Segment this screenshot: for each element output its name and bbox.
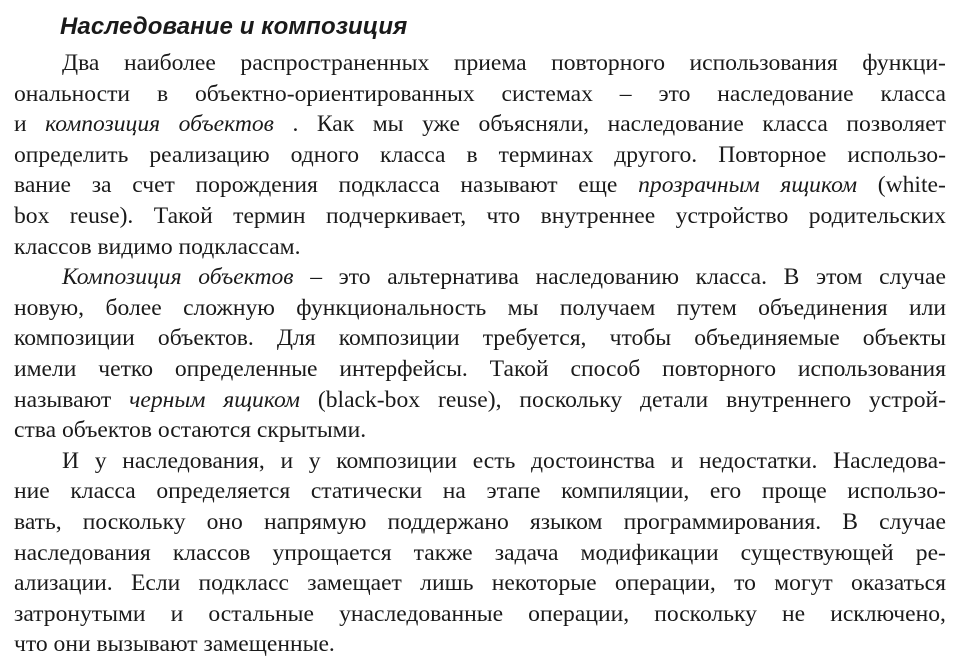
text-line bbox=[14, 232, 946, 263]
text-line bbox=[14, 323, 946, 354]
word: то bbox=[734, 570, 756, 597]
section-heading: Наследование и композиция bbox=[60, 13, 408, 40]
text-line bbox=[14, 538, 946, 569]
word: Как bbox=[316, 111, 355, 138]
word: называют bbox=[460, 172, 558, 199]
word: путем bbox=[676, 294, 737, 321]
word: могут bbox=[774, 570, 833, 597]
word: напрямую bbox=[263, 508, 367, 535]
word: или bbox=[908, 294, 946, 321]
word: операции, bbox=[614, 570, 716, 597]
word: замещает bbox=[307, 570, 402, 597]
word: случае bbox=[879, 264, 946, 291]
word: наиболее bbox=[123, 50, 216, 76]
word: вание bbox=[14, 172, 72, 199]
text-line bbox=[14, 629, 946, 660]
text-line bbox=[14, 201, 946, 232]
word: – bbox=[619, 80, 632, 107]
word: . bbox=[292, 111, 299, 138]
word: box bbox=[14, 202, 50, 229]
word: Наследова- bbox=[833, 447, 946, 474]
word: оказаться bbox=[851, 570, 946, 597]
text-line bbox=[14, 599, 946, 630]
word: что bbox=[486, 202, 521, 229]
word: наследования, bbox=[122, 447, 265, 474]
word: наследование bbox=[607, 111, 744, 138]
word: и bbox=[280, 447, 294, 474]
word: класса bbox=[70, 478, 136, 505]
word: некоторые bbox=[491, 570, 597, 597]
word: композиции bbox=[336, 447, 458, 474]
word: использо- bbox=[847, 478, 946, 505]
word: еще bbox=[578, 172, 618, 199]
word: детали bbox=[640, 386, 709, 413]
word: класса. bbox=[695, 264, 767, 291]
word: порождения bbox=[195, 172, 318, 199]
word: статически bbox=[310, 478, 423, 505]
emphasis-word: объектов bbox=[198, 264, 294, 291]
word: операции, bbox=[528, 600, 630, 627]
text-segment: ства объектов остаются скрытыми. bbox=[14, 417, 367, 444]
word: подчеркивает, bbox=[325, 202, 467, 229]
word: чтобы bbox=[609, 325, 672, 352]
word: поддержано bbox=[387, 508, 509, 535]
word: и bbox=[170, 600, 184, 627]
word: Для bbox=[276, 325, 316, 352]
word: поскольку bbox=[82, 508, 186, 535]
word: есть bbox=[472, 447, 516, 474]
word: задача bbox=[494, 539, 559, 566]
word: объясняли, bbox=[478, 111, 590, 138]
text-line bbox=[14, 140, 946, 171]
word: объединения bbox=[758, 294, 888, 321]
text-line bbox=[14, 446, 946, 477]
word: ние bbox=[14, 478, 50, 505]
word: подкласса bbox=[338, 172, 440, 199]
word: функциональность bbox=[296, 294, 487, 321]
text-line bbox=[14, 170, 946, 201]
text-line bbox=[14, 568, 946, 599]
word: повторного bbox=[662, 355, 776, 382]
word: это bbox=[658, 80, 691, 107]
word: приема bbox=[453, 50, 527, 76]
word: терминах bbox=[498, 141, 594, 168]
word: уже bbox=[422, 111, 461, 138]
word: поскольку bbox=[519, 386, 623, 413]
word: ональности bbox=[14, 80, 131, 107]
word: лишь bbox=[420, 570, 474, 597]
word: Два bbox=[62, 50, 100, 76]
text-line bbox=[14, 507, 946, 538]
word: модификации bbox=[580, 539, 719, 566]
word: reuse). bbox=[69, 202, 134, 229]
word: затронутыми bbox=[14, 600, 146, 627]
word: мы bbox=[507, 294, 539, 321]
text-line bbox=[14, 293, 946, 324]
word: это bbox=[338, 264, 371, 291]
text-line bbox=[14, 354, 946, 385]
word: достоинства bbox=[531, 447, 656, 474]
word: И bbox=[62, 447, 80, 474]
word: определенные bbox=[174, 355, 318, 382]
word: композиции bbox=[338, 325, 460, 352]
word: внутреннего bbox=[726, 386, 852, 413]
word: определить bbox=[14, 141, 129, 168]
word: имели bbox=[14, 355, 77, 382]
text-line bbox=[14, 262, 946, 293]
word: наследованию bbox=[535, 264, 680, 291]
word: случае bbox=[879, 508, 946, 535]
text-line bbox=[14, 476, 946, 507]
word: объекты bbox=[862, 325, 946, 352]
text-line bbox=[14, 385, 946, 416]
word: объектно-ориентированных bbox=[194, 80, 475, 107]
word: определяется bbox=[156, 478, 291, 505]
word: (black-box bbox=[317, 386, 421, 413]
emphasis-word: ящиком bbox=[780, 172, 858, 199]
word: более bbox=[105, 294, 162, 321]
word: ализации. bbox=[14, 570, 113, 597]
word: языком bbox=[529, 508, 603, 535]
word: новую, bbox=[14, 294, 85, 321]
text-segment: что они вызывают замещенные. bbox=[14, 631, 335, 658]
emphasis-word: композиция bbox=[45, 111, 161, 138]
word: устройство bbox=[675, 202, 789, 229]
word: реализацию bbox=[149, 141, 270, 168]
word: в bbox=[466, 141, 478, 168]
word: функци- bbox=[862, 50, 946, 76]
word: программирования. bbox=[623, 508, 822, 535]
word: классов bbox=[172, 539, 251, 566]
word: у bbox=[308, 447, 321, 474]
word: поскольку bbox=[654, 600, 757, 627]
word: класса bbox=[880, 80, 946, 107]
word: Повторное bbox=[718, 141, 827, 168]
word: недостатки. bbox=[699, 447, 818, 474]
word: позволяет bbox=[846, 111, 946, 138]
word: устрой- bbox=[869, 386, 946, 413]
word: и bbox=[14, 111, 27, 138]
word: исключено, bbox=[830, 600, 946, 627]
word: использования bbox=[797, 355, 946, 382]
word: использования bbox=[689, 50, 838, 76]
word: композиции bbox=[14, 325, 135, 352]
word: – bbox=[310, 264, 322, 291]
word: Такой bbox=[489, 355, 549, 382]
word: существующей bbox=[740, 539, 894, 566]
word: сложную bbox=[183, 294, 275, 321]
word: одного bbox=[290, 141, 360, 168]
word: Такой bbox=[153, 202, 213, 229]
word: повторного bbox=[551, 50, 666, 76]
emphasis-word: ящиком bbox=[223, 386, 300, 413]
word: в bbox=[156, 80, 169, 107]
word: альтернатива bbox=[387, 264, 519, 291]
word: использо- bbox=[847, 141, 946, 168]
word: reuse), bbox=[437, 386, 502, 413]
word: объектов. bbox=[157, 325, 254, 352]
word: унаследованные bbox=[339, 600, 504, 627]
word: класса bbox=[762, 111, 828, 138]
word: другого. bbox=[614, 141, 698, 168]
word: компиляции, bbox=[561, 478, 690, 505]
word: не bbox=[782, 600, 806, 627]
emphasis-word: прозрачным bbox=[638, 172, 760, 199]
word: Если bbox=[130, 570, 181, 597]
word: остальные bbox=[208, 600, 314, 627]
word: наследование bbox=[717, 80, 854, 107]
word: объединяемые bbox=[694, 325, 840, 352]
word: и bbox=[670, 447, 684, 474]
word: интерфейсы. bbox=[339, 355, 468, 382]
emphasis-word: Композиция bbox=[62, 264, 182, 291]
word: также bbox=[413, 539, 473, 566]
word: класса bbox=[380, 141, 446, 168]
word: этом bbox=[816, 264, 863, 291]
word: термин bbox=[233, 202, 306, 229]
word: системах bbox=[501, 80, 593, 107]
text-segment: классов видимо подклассам. bbox=[14, 233, 301, 260]
word: проще bbox=[761, 478, 827, 505]
emphasis-word: черным bbox=[129, 386, 206, 413]
word: родительских bbox=[808, 202, 946, 229]
word: на bbox=[442, 478, 466, 505]
word: счет bbox=[132, 172, 175, 199]
word: называют bbox=[14, 386, 112, 413]
word: вать, bbox=[14, 508, 62, 535]
word: распространенных bbox=[240, 50, 430, 76]
emphasis-word: объектов bbox=[178, 111, 274, 138]
word: этапе bbox=[486, 478, 541, 505]
word: наследования bbox=[14, 539, 151, 566]
text-line bbox=[14, 109, 946, 140]
word: (white- bbox=[877, 172, 946, 199]
word: оно bbox=[206, 508, 243, 535]
word: способ bbox=[570, 355, 641, 382]
word: требуется, bbox=[482, 325, 587, 352]
word: В bbox=[783, 264, 800, 291]
word: упрощается bbox=[272, 539, 392, 566]
word: получаем bbox=[559, 294, 656, 321]
text-line bbox=[14, 415, 946, 446]
word: мы bbox=[372, 111, 404, 138]
document-page bbox=[14, 0, 946, 660]
word: четко bbox=[98, 355, 153, 382]
word: за bbox=[91, 172, 112, 199]
section-body bbox=[14, 48, 946, 660]
text-line bbox=[14, 79, 946, 110]
word: его bbox=[709, 478, 742, 505]
text-line bbox=[14, 48, 946, 79]
word: внутреннее bbox=[540, 202, 656, 229]
word: у bbox=[94, 447, 107, 474]
word: подкласс bbox=[198, 570, 289, 597]
word: ре- bbox=[915, 539, 946, 566]
word: В bbox=[842, 508, 859, 535]
